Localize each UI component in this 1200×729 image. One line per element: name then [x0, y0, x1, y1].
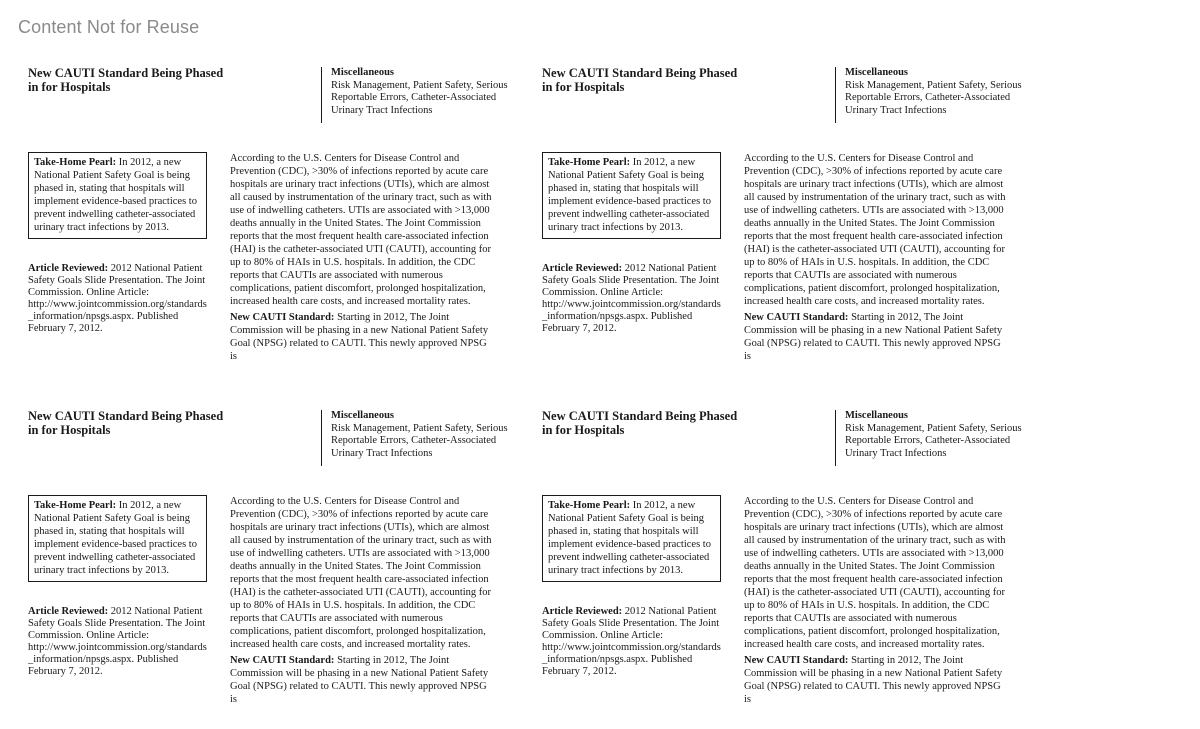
category-title: Miscellaneous [845, 67, 908, 78]
article-headline: New CAUTI Standard Being Phased in for Hospitals [542, 66, 738, 94]
category-topics: Risk Management, Patient Safety, Serious Reportable Errors, Catheter-Associated Urinary Tract Infections [845, 79, 1022, 116]
pearl-text: In 2012, a new National Patient Safety Goal is being phased in, stating that hospitals will implement evidence-based practices to prevent indwelling catheter-associated urinary tract infections by 2013. [34, 500, 197, 576]
standard-paragraph [230, 654, 494, 706]
article-body [744, 495, 1008, 709]
article-body [230, 152, 494, 366]
pearl-label: Take-Home Pearl: [34, 500, 117, 511]
take-home-pearl-box [28, 152, 207, 239]
take-home-pearl-box [542, 152, 721, 239]
category-block [321, 410, 511, 466]
category-block [835, 410, 1025, 466]
pearl-label: Take-Home Pearl: [34, 157, 117, 168]
article-panel [532, 410, 1032, 720]
category-title: Miscellaneous [331, 410, 394, 421]
category-block [321, 67, 511, 123]
pearl-text: In 2012, a new National Patient Safety Goal is being phased in, stating that hospitals will implement evidence-based practices to prevent indwelling catheter-associated urinary tract infections by 2013. [34, 157, 197, 233]
standard-text: Starting in 2012, The Joint Commission will be phasing in a new National Patient Safety Goal (NPSG) related to CAUTI. This newly approved NPSG is [230, 655, 489, 705]
category-title: Miscellaneous [331, 67, 394, 78]
standard-paragraph [744, 654, 1008, 706]
standard-label: New CAUTI Standard: [744, 312, 849, 323]
standard-paragraph [744, 311, 1008, 363]
reviewed-text: 2012 National Patient Safety Goals Slide Presentation. The Joint Commission. Online Article: http://www.jointcommission.org/standards_information/npsgs.aspx. Published February 7, 2012. [28, 606, 207, 677]
reviewed-text: 2012 National Patient Safety Goals Slide Presentation. The Joint Commission. Online Article: http://www.jointcommission.org/standards_information/npsgs.aspx. Published February 7, 2012. [28, 263, 207, 334]
article-panel [532, 67, 1032, 377]
article-headline: New CAUTI Standard Being Phased in for Hospitals [28, 66, 224, 94]
reviewed-label: Article Reviewed: [28, 263, 109, 274]
take-home-pearl-box [28, 495, 207, 582]
standard-label: New CAUTI Standard: [230, 655, 335, 666]
standard-label: New CAUTI Standard: [230, 312, 335, 323]
category-block [835, 67, 1025, 123]
standard-label: New CAUTI Standard: [744, 655, 849, 666]
article-reviewed [28, 606, 210, 678]
reviewed-label: Article Reviewed: [542, 606, 623, 617]
category-title: Miscellaneous [845, 410, 908, 421]
body-paragraph: According to the U.S. Centers for Disease Control and Prevention (CDC), >30% of infections reported by acute care hospitals are urinary tract infections (UTIs), which are almost all caused by instrumentation of the urinary tract, such as with use of indwelling catheters. UTIs are associated with >13,000 deaths annually in the United States. The Joint Commission reports that the most frequent health care-associated infection (HAI) is the catheter-associated UTI (CAUTI), accounting for up to 80% of HAIs in U.S. hospitals. In addition, the CDC reports that CAUTIs are associated with numerous complications, patient discomfort, prolonged hospitalization, increased health care costs, and increased mortality rates. [744, 496, 1006, 650]
category-topics: Risk Management, Patient Safety, Serious Reportable Errors, Catheter-Associated Urinary Tract Infections [845, 422, 1022, 459]
article-body [230, 495, 494, 709]
pearl-text: In 2012, a new National Patient Safety Goal is being phased in, stating that hospitals will implement evidence-based practices to prevent indwelling catheter-associated urinary tract infections by 2013. [548, 157, 711, 233]
article-headline: New CAUTI Standard Being Phased in for Hospitals [542, 409, 738, 437]
reviewed-label: Article Reviewed: [542, 263, 623, 274]
article-reviewed [542, 263, 724, 335]
take-home-pearl-box [542, 495, 721, 582]
reviewed-text: 2012 National Patient Safety Goals Slide Presentation. The Joint Commission. Online Article: http://www.jointcommission.org/standards_information/npsgs.aspx. Published February 7, 2012. [542, 606, 721, 677]
standard-text: Starting in 2012, The Joint Commission will be phasing in a new National Patient Safety Goal (NPSG) related to CAUTI. This newly approved NPSG is [744, 655, 1003, 705]
body-paragraph: According to the U.S. Centers for Disease Control and Prevention (CDC), >30% of infections reported by acute care hospitals are urinary tract infections (UTIs), which are almost all caused by instrumentation of the urinary tract, such as with use of indwelling catheters. UTIs are associated with >13,000 deaths annually in the United States. The Joint Commission reports that the most frequent health care-associated infection (HAI) is the catheter-associated UTI (CAUTI), accounting for up to 80% of HAIs in U.S. hospitals. In addition, the CDC reports that CAUTIs are associated with numerous complications, patient discomfort, prolonged hospitalization, increased health care costs, and increased mortality rates. [744, 153, 1006, 307]
standard-text: Starting in 2012, The Joint Commission will be phasing in a new National Patient Safety Goal (NPSG) related to CAUTI. This newly approved NPSG is [744, 312, 1003, 362]
pearl-label: Take-Home Pearl: [548, 500, 631, 511]
article-panel [18, 410, 518, 720]
standard-paragraph [230, 311, 494, 363]
category-topics: Risk Management, Patient Safety, Serious Reportable Errors, Catheter-Associated Urinary Tract Infections [331, 422, 508, 459]
body-paragraph: According to the U.S. Centers for Disease Control and Prevention (CDC), >30% of infections reported by acute care hospitals are urinary tract infections (UTIs), which are almost all caused by instrumentation of the urinary tract, such as with use of indwelling catheters. UTIs are associated with >13,000 deaths annually in the United States. The Joint Commission reports that the most frequent health care-associated infection (HAI) is the catheter-associated UTI (CAUTI), accounting for up to 80% of HAIs in U.S. hospitals. In addition, the CDC reports that CAUTIs are associated with numerous complications, patient discomfort, prolonged hospitalization, increased health care costs, and increased mortality rates. [230, 153, 492, 307]
body-paragraph: According to the U.S. Centers for Disease Control and Prevention (CDC), >30% of infections reported by acute care hospitals are urinary tract infections (UTIs), which are almost all caused by instrumentation of the urinary tract, such as with use of indwelling catheters. UTIs are associated with >13,000 deaths annually in the United States. The Joint Commission reports that the most frequent health care-associated infection (HAI) is the catheter-associated UTI (CAUTI), accounting for up to 80% of HAIs in U.S. hospitals. In addition, the CDC reports that CAUTIs are associated with numerous complications, patient discomfort, prolonged hospitalization, increased health care costs, and increased mortality rates. [230, 496, 492, 650]
watermark-text: Content Not for Reuse [18, 17, 200, 37]
article-body [744, 152, 1008, 366]
standard-text: Starting in 2012, The Joint Commission will be phasing in a new National Patient Safety Goal (NPSG) related to CAUTI. This newly approved NPSG is [230, 312, 489, 362]
category-topics: Risk Management, Patient Safety, Serious Reportable Errors, Catheter-Associated Urinary Tract Infections [331, 79, 508, 116]
reviewed-text: 2012 National Patient Safety Goals Slide Presentation. The Joint Commission. Online Article: http://www.jointcommission.org/standards_information/npsgs.aspx. Published February 7, 2012. [542, 263, 721, 334]
article-reviewed [542, 606, 724, 678]
article-reviewed [28, 263, 210, 335]
pearl-text: In 2012, a new National Patient Safety Goal is being phased in, stating that hospitals will implement evidence-based practices to prevent indwelling catheter-associated urinary tract infections by 2013. [548, 500, 711, 576]
pearl-label: Take-Home Pearl: [548, 157, 631, 168]
reviewed-label: Article Reviewed: [28, 606, 109, 617]
article-panel [18, 67, 518, 377]
article-headline: New CAUTI Standard Being Phased in for Hospitals [28, 409, 224, 437]
